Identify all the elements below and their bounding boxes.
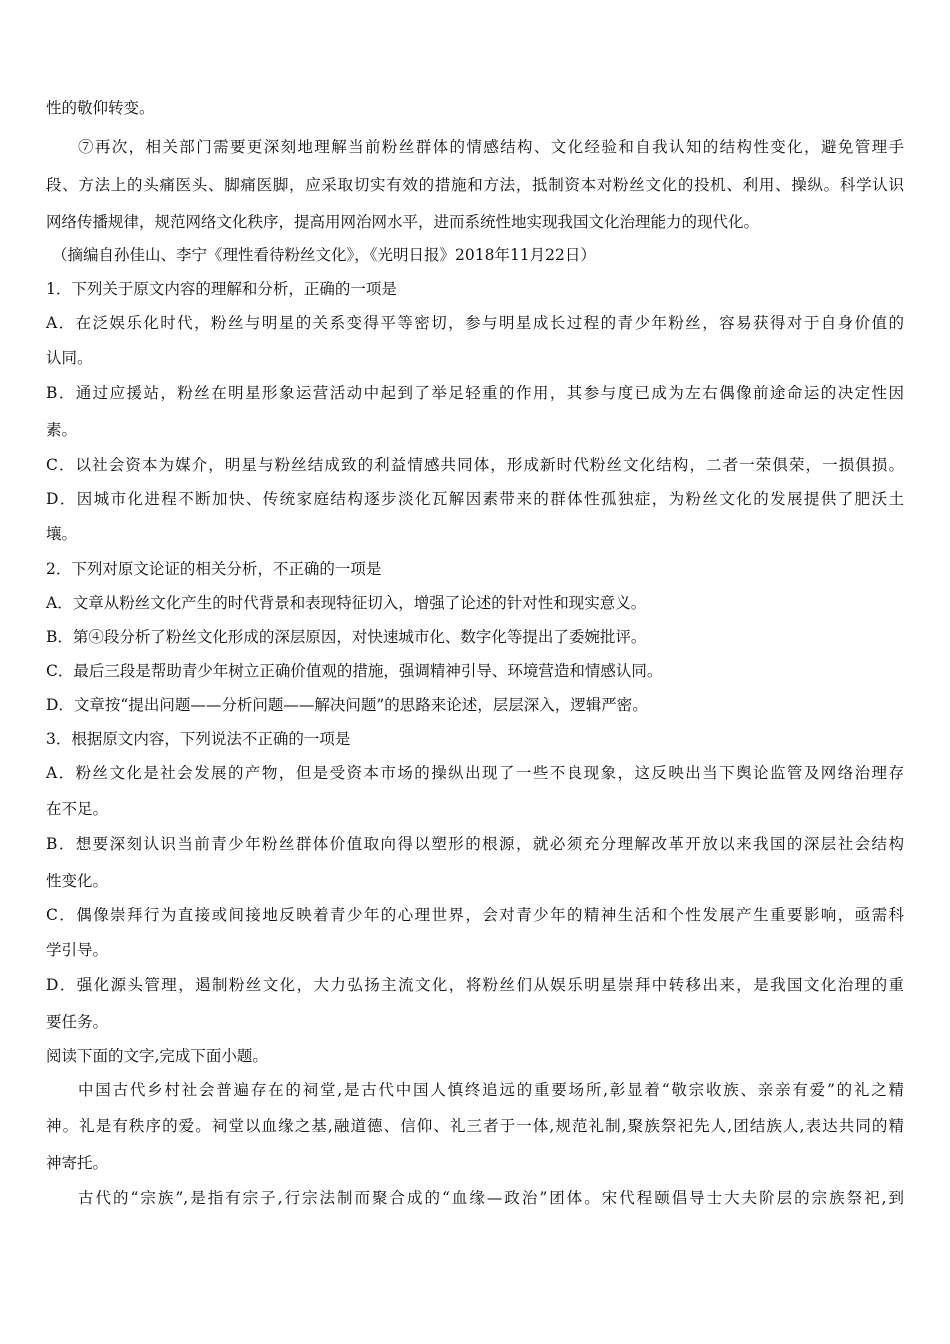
passage1-para7-line-1: ⑦再次，相关部门需要更深刻地理解当前粉丝群体的情感结构、文化经验和自我认知的结构性变化，避免管理手 xyxy=(78,138,904,156)
question-3-stem: 3．根据原文内容，下列说法不正确的一项是 xyxy=(46,730,351,748)
question-3-option-c-line-2: 学引导。 xyxy=(46,941,109,959)
question-3-option-b-line-1: B．想要深刻认识当前青少年粉丝群体价值取向得以塑形的根源，就必须充分理解改革开放以来我国的深层社会结构 xyxy=(46,835,904,853)
question-2-option-c: C．最后三段是帮助青少年树立正确价值观的措施，强调精神引导、环境营造和情感认同。 xyxy=(46,662,663,680)
question-3-option-b-line-2: 性变化。 xyxy=(46,872,109,890)
question-1-stem: 1．下列关于原文内容的理解和分析，正确的一项是 xyxy=(46,280,397,298)
question-2-option-a: A．文章从粉丝文化产生的时代背景和表现特征切入，增强了论述的针对性和现实意义。 xyxy=(46,594,647,612)
question-2-stem: 2．下列对原文论证的相关分析，不正确的一项是 xyxy=(46,560,382,578)
passage1-para7-line-3: 网络传播规律，规范网络文化秩序，提高用网治网水平，进而系统性地实现我国文化治理能力的现代化。 xyxy=(46,213,760,231)
question-2-option-b: B．第④段分析了粉丝文化形成的深层原因，对快速城市化、数字化等提出了委婉批评。 xyxy=(46,628,647,646)
question-1-option-a-line-1: A．在泛娱乐化时代，粉丝与明星的关系变得平等密切，参与明星成长过程的青少年粉丝，容易获得对于自身价值的 xyxy=(46,314,904,332)
passage2-instruction: 阅读下面的文字,完成下面小题。 xyxy=(46,1047,268,1065)
passage1-source: （摘编自孙佳山、李宁《理性看待粉丝文化》，《光明日报》2018年11月22日） xyxy=(52,246,596,264)
question-1-option-b-line-1: B．通过应援站，粉丝在明星形象运营活动中起到了举足轻重的作用，其参与度已成为左右偶像前途命运的决定性因 xyxy=(46,384,904,402)
question-2-option-d: D．文章按“提出问题——分析问题——解决问题”的思路来论述，层层深入，逻辑严密。 xyxy=(46,696,648,714)
question-1-option-a-line-2: 认同。 xyxy=(46,349,93,367)
question-3-option-a-line-2: 在不足。 xyxy=(46,800,109,818)
passage2-para1-line-2: 神。礼是有秩序的爱。祠堂以血缘之基,融道德、信仰、礼三者于一体,规范礼制,聚族祭祀先人,团结族人,表达共同的精 xyxy=(46,1117,904,1135)
question-3-option-d-line-2: 要任务。 xyxy=(46,1013,109,1031)
passage2-para2-line-1: 古代的“宗族”,是指有宗子,行宗法制而聚合成的“血缘—政治”团体。宋代程颐倡导士大夫阶层的宗族祭祀,到 xyxy=(78,1189,904,1207)
question-3-option-d-line-1: D．强化源头管理，遏制粉丝文化，大力弘扬主流文化，将粉丝们从娱乐明星崇拜中转移出来，是我国文化治理的重 xyxy=(46,976,904,994)
passage2-para1-line-1: 中国古代乡村社会普遍存在的祠堂,是古代中国人慎终追远的重要场所,彰显着“敬宗收族、亲亲有爱”的礼之精 xyxy=(78,1081,904,1099)
passage1-para7-line-2: 段、方法上的头痛医头、脚痛医脚，应采取切实有效的措施和方法，抵制资本对粉丝文化的投机、利用、操纵。科学认识 xyxy=(46,176,904,194)
question-3-option-c-line-1: C．偶像崇拜行为直接或间接地反映着青少年的心理世界，会对青少年的精神生活和个性发展产生重要影响，亟需科 xyxy=(46,906,904,924)
question-1-option-b-line-2: 素。 xyxy=(46,421,78,439)
question-3-option-a-line-1: A．粉丝文化是社会发展的产物，但是受资本市场的操纵出现了一些不良现象，这反映出当下舆论监管及网络治理存 xyxy=(46,764,904,782)
question-1-option-c: C．以社会资本为媒介，明星与粉丝结成致的利益情感共同体，形成新时代粉丝文化结构，二者一荣俱荣，一损俱损。 xyxy=(46,456,904,474)
question-1-option-d-line-2: 壤。 xyxy=(46,525,78,543)
passage1-tail: 性的敬仰转变。 xyxy=(46,99,155,117)
passage2-para1-line-3: 神寄托。 xyxy=(46,1154,109,1172)
question-1-option-d-line-1: D．因城市化进程不断加快、传统家庭结构逐步淡化瓦解因素带来的群体性孤独症，为粉丝文化的发展提供了肥沃土 xyxy=(46,490,904,508)
